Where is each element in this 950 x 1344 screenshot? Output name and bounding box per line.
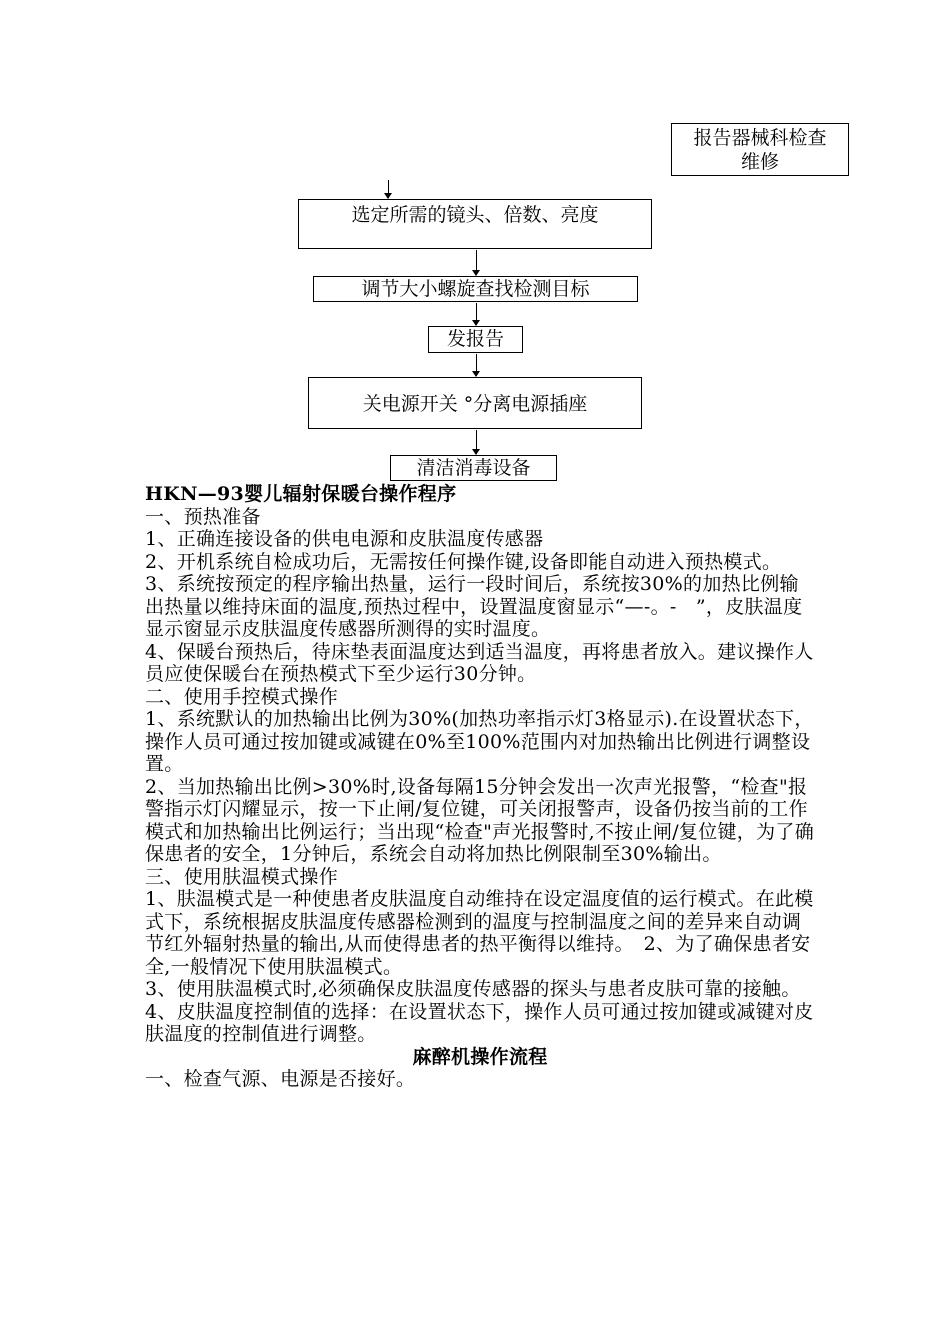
- paragraph: 二、使用手控模式操作: [145, 685, 339, 708]
- flow-arrow: [476, 354, 477, 376]
- document-body: [145, 483, 815, 1091]
- paragraph: 一、预热准备: [145, 505, 261, 528]
- flow-box-step-1: 选定所需的镜头、倍数、亮度: [298, 199, 652, 249]
- flow-arrow: [476, 303, 477, 325]
- paragraph: 1、正确连接设备的供电电源和皮肤温度传感器: [145, 528, 544, 550]
- flow-box-step-3: 发报告: [428, 326, 523, 353]
- flow-box-step-4: 关电源开关 °分离电源插座: [308, 377, 642, 429]
- flow-box-step-2: 调节大小螺旋查找检测目标: [313, 276, 638, 302]
- paragraph: 2、开机系统自检成功后，无需按任何操作键,设备即能自动进入预热模式。 3、系统按预定的程序输出热量，运行一段时间后，系统按30%的加热比例输出热量以维持床面的温度,预热过程中，设置温度窗显示“—-。- ”，皮肤温度显示窗显示皮肤温度传感器所测得的实时温度。: [145, 550, 803, 640]
- flow-arrow: [388, 180, 389, 198]
- flow-box-report-repair: 报告器械科检查维修: [671, 123, 849, 176]
- document-title: HKN—93婴儿辐射保暖台操作程序: [145, 483, 457, 505]
- paragraph: 1、系统默认的加热输出比例为30%(加热功率指示灯3格显示).在设置状态下，操作人员可通过按加键或减键在0%至100%范围内对加热输出比例进行调整设置。: [145, 708, 814, 775]
- flow-box-step-5: 清洁消毒设备: [390, 455, 557, 481]
- flow-arrow: [476, 430, 477, 454]
- paragraph: 一、检查气源、电源是否接好。: [145, 1068, 416, 1090]
- paragraph: 1、肤温模式是一种使患者皮肤温度自动维持在设定温度值的运行模式。在此模式下，系统根据皮肤温度传感器检测到的温度与控制温度之间的差异来自动调节红外辐射热量的输出,从而使得患者的热平衡得以维持。 2、为了确保患者安全,一般情况下使用肤温模式。: [145, 888, 814, 978]
- paragraph: 三、使用肤温模式操作: [145, 865, 339, 888]
- section-title: 麻醉机操作流程: [412, 1045, 548, 1068]
- paragraph: 3、使用肤温模式时,必须确保皮肤温度传感器的探头与患者皮肤可靠的接触。 4、皮肤温度控制值的选择：在设置状态下，操作人员可通过按加键或减键对皮肤温度的控制值进行调整。: [145, 978, 814, 1045]
- paragraph: 4、保暖台预热后，待床垫表面温度达到适当温度，再将患者放入。建议操作人员应使保暖台在预热模式下至少运行30分钟。: [145, 640, 814, 685]
- paragraph: 2、当加热输出比例>30%时,设备每隔15分钟会发出一次声光报警，“检查"报警指示灯闪耀显示，按一下止闸/复位键，可关闭报警声，设备仍按当前的工作模式和加热输出比例运行；当出现“检查"声光报警时,不按止闸/复位键，为了确保患者的安全，1分钟后，系统会自动将加热比例限制至30%输出。: [145, 775, 814, 865]
- flow-arrow: [476, 250, 477, 275]
